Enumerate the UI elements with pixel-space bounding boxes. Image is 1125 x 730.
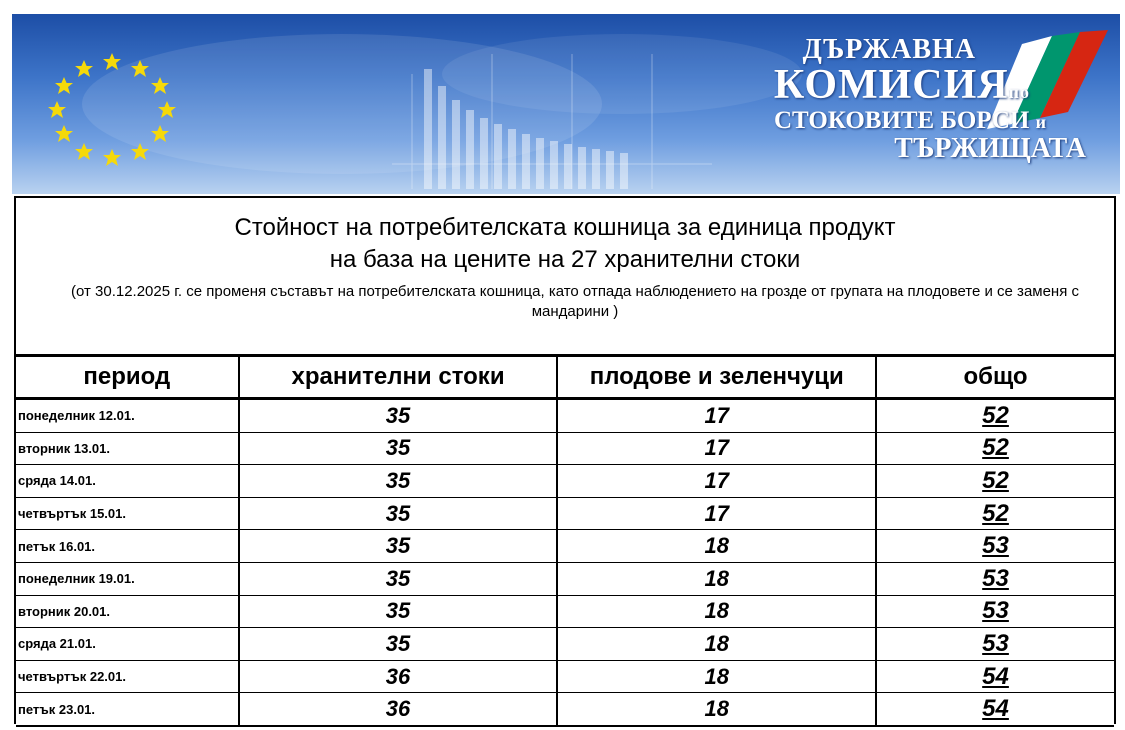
brand-line-2 bbox=[774, 64, 1030, 106]
title-line-1: Стойност на потребителската кошница за единица продукт bbox=[234, 214, 896, 241]
cell-total: 52 bbox=[876, 465, 1114, 498]
cell-fruit-veg: 17 bbox=[557, 465, 876, 498]
cell-total: 52 bbox=[876, 399, 1114, 433]
composition-note: (от 30.12.2025 г. се променя съставът на потребителската кошница, като отпада наблюдението на грозде от групата на плодовете и се заменя с мандарини ) bbox=[70, 283, 1080, 321]
brand-wordmark bbox=[774, 36, 1086, 163]
cell-food: 35 bbox=[239, 595, 558, 628]
header-fruit-veg: плодове и зеленчуци bbox=[557, 356, 876, 399]
cell-fruit-veg: 17 bbox=[557, 497, 876, 530]
map-shape bbox=[442, 34, 802, 114]
table-row bbox=[16, 399, 1114, 433]
cell-period: сряда 21.01. bbox=[16, 628, 239, 661]
header-total: общо bbox=[876, 356, 1114, 399]
cell-food: 35 bbox=[239, 530, 558, 563]
cell-food: 36 bbox=[239, 660, 558, 693]
cell-food: 35 bbox=[239, 497, 558, 530]
cell-total: 53 bbox=[876, 562, 1114, 595]
cell-food: 35 bbox=[239, 562, 558, 595]
table-row bbox=[16, 660, 1114, 693]
brand-word-po: по bbox=[1008, 82, 1030, 102]
cell-period: петък 23.01. bbox=[16, 693, 239, 726]
cell-period: четвъртък 15.01. bbox=[16, 497, 239, 530]
cell-fruit-veg: 17 bbox=[557, 399, 876, 433]
table-header-row bbox=[16, 356, 1114, 399]
table-row bbox=[16, 497, 1114, 530]
cell-period: вторник 20.01. bbox=[16, 595, 239, 628]
brand-word-i: и bbox=[1035, 112, 1046, 132]
cell-total: 53 bbox=[876, 628, 1114, 661]
cell-period: вторник 13.01. bbox=[16, 432, 239, 465]
cell-food: 35 bbox=[239, 465, 558, 498]
table-row bbox=[16, 628, 1114, 661]
cell-period: петък 16.01. bbox=[16, 530, 239, 563]
brand-word-komisiya: КОМИСИЯ bbox=[773, 62, 1009, 108]
table-row bbox=[16, 432, 1114, 465]
cell-fruit-veg: 18 bbox=[557, 628, 876, 661]
cell-period: четвъртък 22.01. bbox=[16, 660, 239, 693]
table-row bbox=[16, 693, 1114, 726]
cell-food: 35 bbox=[239, 628, 558, 661]
cell-total: 54 bbox=[876, 693, 1114, 726]
cell-food: 35 bbox=[239, 399, 558, 433]
cell-food: 36 bbox=[239, 693, 558, 726]
header-period: период bbox=[16, 356, 239, 399]
cell-period: сряда 14.01. bbox=[16, 465, 239, 498]
table-row bbox=[16, 530, 1114, 563]
brand-line-3 bbox=[774, 108, 1046, 133]
cell-total: 52 bbox=[876, 432, 1114, 465]
brand-line-1: ДЪРЖАВНА bbox=[802, 34, 976, 65]
cell-fruit-veg: 18 bbox=[557, 562, 876, 595]
price-table bbox=[16, 354, 1114, 727]
brand-line-4: ТЪРЖИЩАТА bbox=[894, 133, 1086, 164]
table-row bbox=[16, 465, 1114, 498]
title-block bbox=[16, 198, 1114, 354]
cell-fruit-veg: 18 bbox=[557, 595, 876, 628]
header-banner bbox=[12, 14, 1120, 194]
cell-total: 53 bbox=[876, 595, 1114, 628]
cell-fruit-veg: 18 bbox=[557, 530, 876, 563]
cell-fruit-veg: 17 bbox=[557, 432, 876, 465]
cell-period: понеделник 12.01. bbox=[16, 399, 239, 433]
cell-total: 53 bbox=[876, 530, 1114, 563]
header-food: хранителни стоки bbox=[239, 356, 558, 399]
cell-total: 52 bbox=[876, 497, 1114, 530]
cell-food: 35 bbox=[239, 432, 558, 465]
title-line-2: на база на цените на 27 хранителни стоки bbox=[329, 246, 801, 273]
content-panel bbox=[14, 196, 1116, 724]
table-row bbox=[16, 595, 1114, 628]
cell-total: 54 bbox=[876, 660, 1114, 693]
cell-fruit-veg: 18 bbox=[557, 660, 876, 693]
table-row bbox=[16, 562, 1114, 595]
cell-period: понеделник 19.01. bbox=[16, 562, 239, 595]
cell-fruit-veg: 18 bbox=[557, 693, 876, 726]
brand-word-borsi: СТОКОВИТЕ БОРСИ bbox=[773, 107, 1030, 134]
